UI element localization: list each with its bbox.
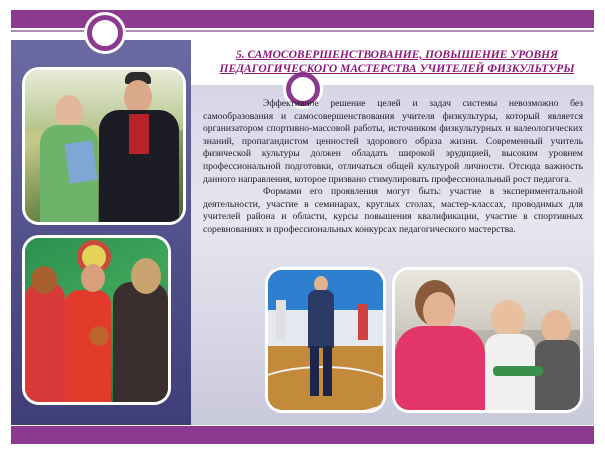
title-line-2: ПЕДАГОГИЧЕСКОГО МАСТЕРСТВА УЧИТЕЛЕЙ ФИЗКУЛЬТУРЫ	[219, 63, 575, 75]
slide-title	[200, 40, 594, 84]
photo-girls-gym	[25, 238, 168, 402]
photo-teachers-outdoors	[25, 70, 183, 222]
photo-teacher-children	[395, 270, 580, 410]
photo-gym-hall	[268, 270, 383, 410]
bottom-accent-bar	[11, 426, 594, 444]
body-text	[203, 98, 583, 237]
paragraph-2: Формами его проявления могут быть: участие в экспериментальной деятельности, участие в семинарах, круглых столах, мастер-классах, проводимых для учителей района и области, курсы повышения квалификации, участие в спортивных соревнованиях и профессиональных конкурсах педагогического мастерства.	[203, 186, 583, 235]
title-line-1: 5. САМОСОВЕРШЕНСТВОВАНИЕ, ПОВЫШЕНИЕ УРОВНЯ	[235, 49, 559, 61]
ring-ornament-icon	[87, 15, 123, 51]
paragraph-1: Эффективное решение целей и задач системы невозможно без самообразования и самосовершенствования учителя физкультуры, который является организатором спортивно-массовой работы, источником физкультурных и валеологических знаний, пропагандистом ценностей здорового образа жизни. Современный учитель физической культуры должен обладать широкой эрудицией, высоким уровнем профессиональной подготовки, отличаться общей культурой личности. Отсюда важность данного направления, которое призвано стимулировать профессиональный рост педагога.	[203, 98, 583, 185]
